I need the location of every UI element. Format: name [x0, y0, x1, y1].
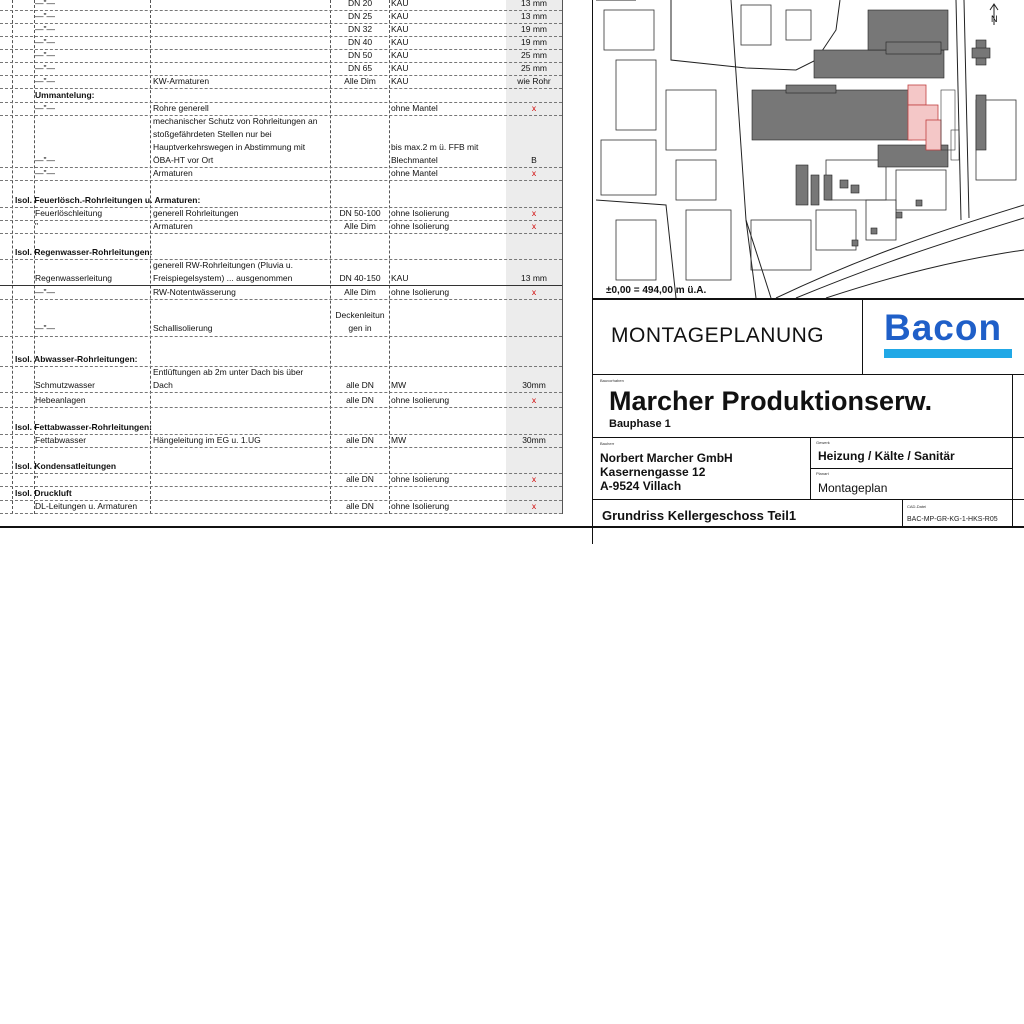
cell: alle DN	[346, 380, 374, 390]
cell: ohne Mantel	[391, 168, 438, 178]
title-block-divider	[810, 468, 1012, 469]
cell: —"—	[35, 0, 56, 8]
cell: RW-Notentwässerung	[153, 287, 236, 297]
cell: Schmutzwasser	[35, 380, 95, 390]
cell: KAU	[391, 11, 409, 21]
table-row	[0, 115, 562, 168]
cell: "	[35, 474, 39, 484]
table-row	[0, 89, 562, 103]
cell: —"—	[35, 63, 56, 73]
cell: DN 40-150	[339, 273, 381, 283]
section-heading: Isol. Kondensatleitungen	[15, 461, 117, 471]
cell: KAU	[391, 50, 409, 60]
table-row	[0, 102, 562, 116]
cell: alle DN	[346, 474, 374, 484]
cell: 30mm	[522, 380, 546, 390]
title-block-border	[592, 298, 1024, 300]
cell: KAU	[391, 63, 409, 73]
cell: "	[35, 221, 39, 231]
cell: alle DN	[346, 435, 374, 445]
cell: DN 50	[347, 50, 373, 60]
cell: ohne Isolierung	[391, 474, 450, 484]
cell: Feuerlöschleitung	[35, 208, 103, 218]
section-heading: Isol. Fettabwasser-Rohrleitungen:	[15, 422, 152, 432]
cell: gen in	[348, 323, 372, 333]
table-row	[0, 36, 562, 50]
drawing-title: Grundriss Kellergeschoss Teil1	[602, 508, 797, 523]
sheet-border	[0, 526, 1024, 528]
cell: x	[531, 168, 537, 178]
table-row	[0, 62, 562, 76]
cell: DN 20	[347, 0, 373, 8]
cell: KAU	[391, 273, 409, 283]
cell: Freispiegelsystem) ... ausgenommen	[153, 273, 293, 283]
cell: KAU	[391, 0, 409, 8]
field-label: Bauherr	[600, 441, 615, 446]
table-row	[0, 167, 562, 181]
cell: DN 40	[347, 37, 373, 47]
section-heading: Isol. Feuerlösch.-Rohrleitungen u. Armaturen:	[15, 195, 201, 205]
table-row	[0, 473, 562, 487]
table-row	[0, 246, 562, 260]
table-row	[0, 23, 562, 37]
cell: x	[531, 474, 537, 484]
cell: x	[531, 395, 537, 405]
table-row	[0, 10, 562, 24]
cell: —"—	[35, 76, 56, 86]
table-row	[0, 49, 562, 63]
cell: 13 mm	[521, 273, 547, 283]
cell: x	[531, 501, 537, 511]
cell: —"—	[35, 37, 56, 47]
title-block-divider	[592, 499, 1024, 500]
cell: Blechmantel	[391, 155, 438, 165]
cell: Rohre generell	[153, 103, 209, 113]
sheet-divider	[592, 0, 593, 544]
column-divider	[562, 0, 563, 514]
title-block-divider	[592, 374, 1024, 375]
table-row	[0, 434, 562, 448]
table-row	[0, 353, 562, 367]
plan-type-value: Montageplan	[818, 481, 888, 495]
logo-bar	[884, 349, 1012, 358]
table-row	[0, 207, 562, 221]
cell: ohne Mantel	[391, 103, 438, 113]
cell: 25 mm	[521, 63, 547, 73]
cell: x	[531, 287, 537, 297]
trade-value: Heizung / Kälte / Sanitär	[818, 449, 955, 463]
cell: —"—	[35, 24, 56, 34]
cell: —"—	[35, 287, 56, 297]
cell: stoßgefährdeten Stellen nur bei	[153, 129, 272, 139]
table-row	[0, 220, 562, 234]
cell: —"—	[35, 155, 56, 165]
cell: ohne Isolierung	[391, 501, 450, 511]
title-block-divider	[1012, 375, 1013, 526]
project-title: Marcher Produktionserw.	[609, 386, 933, 416]
cell: B	[531, 155, 537, 165]
cell: Hängeleitung im EG u. 1.UG	[153, 435, 261, 445]
cell: MW	[391, 435, 407, 445]
table-row	[0, 259, 562, 286]
document-heading: MONTAGEPLANUNG	[611, 324, 825, 347]
field-label: Planart	[816, 471, 829, 476]
cell: Regenwasserleitung	[35, 273, 113, 283]
cell: KW-Armaturen	[153, 76, 210, 86]
elevation-reference: ±0,00 = 494,00 m ü.A.	[606, 285, 707, 296]
cell: Hebeanlagen	[35, 395, 86, 405]
cell: —"—	[35, 323, 56, 333]
table-row	[0, 394, 562, 408]
table-row	[0, 421, 562, 435]
table-row	[0, 286, 562, 300]
cell: Schallisolierung	[153, 323, 213, 333]
cell: x	[531, 208, 537, 218]
cell: ohne Isolierung	[391, 221, 450, 231]
cell: ohne Isolierung	[391, 395, 450, 405]
cell: —"—	[35, 168, 56, 178]
company-logo: Bacon	[884, 307, 1003, 348]
section-heading: Isol. Regenwasser-Rohrleitungen:	[15, 247, 153, 257]
cell: 19 mm	[521, 37, 547, 47]
cell: —"—	[35, 103, 56, 113]
field-label: Gewerk	[816, 440, 830, 445]
section-heading: Isol. Druckluft	[15, 488, 72, 498]
cell: KAU	[391, 24, 409, 34]
section-heading: Ummantelung:	[35, 90, 95, 100]
table-row	[0, 487, 562, 501]
cell: x	[531, 221, 537, 231]
cell: KAU	[391, 37, 409, 47]
cell: x	[531, 103, 537, 113]
cell: alle DN	[346, 501, 374, 511]
project-phase: Bauphase 1	[609, 418, 671, 430]
cell: —"—	[35, 50, 56, 60]
cell: mechanischer Schutz von Rohrleitungen an	[153, 116, 318, 126]
cell: DN 65	[347, 63, 373, 73]
cell: —"—	[35, 11, 56, 21]
cell: Dach	[153, 380, 173, 390]
table-row	[0, 194, 562, 208]
cell: 13 mm	[521, 0, 547, 8]
north-label: N	[991, 14, 998, 24]
client-name: Norbert Marcher GmbH	[600, 451, 733, 465]
title-block-divider	[592, 437, 1024, 438]
cell: DN 32	[347, 24, 373, 34]
insulation-table	[0, 0, 592, 528]
cell: DN 25	[347, 11, 373, 21]
cell: ohne Isolierung	[391, 208, 450, 218]
cell: 30mm	[522, 435, 546, 445]
cell: DN 50-100	[339, 208, 381, 218]
cell: generell Rohrleitungen	[153, 208, 239, 218]
table-row	[0, 75, 562, 89]
cell: Hauptverkehrswegen in Abstimmung mit	[153, 142, 306, 152]
cell: ohne Isolierung	[391, 287, 450, 297]
table-row	[0, 366, 562, 393]
table-row	[0, 460, 562, 474]
cell: generell RW-Rohrleitungen (Pluvia u.	[153, 260, 294, 270]
cell: Armaturen	[153, 168, 193, 178]
cell: Alle Dim	[344, 76, 376, 86]
cell: Deckenleitun	[335, 310, 385, 320]
cell: ÖBA-HT vor Ort	[153, 155, 214, 165]
title-block-divider	[862, 300, 863, 374]
cell: 13 mm	[521, 11, 547, 21]
title-block-divider	[902, 500, 903, 526]
table-row	[0, 500, 562, 514]
cell: wie Rohr	[517, 76, 551, 86]
cell: 19 mm	[521, 24, 547, 34]
cell: KAU	[391, 76, 409, 86]
cell: DL-Leitungen u. Armaturen	[35, 501, 138, 511]
section-heading: Isol. Abwasser-Rohrleitungen:	[15, 354, 138, 364]
cell: bis max.2 m ü. FFB mit	[391, 142, 479, 152]
field-label: Bauvorhaben	[600, 378, 624, 383]
site-plan	[596, 0, 1024, 298]
field-label: CAD-Datei	[907, 504, 927, 509]
cell: Armaturen	[153, 221, 193, 231]
cad-number: BAC-MP-GR-KG-1-HKS-R05	[907, 516, 998, 523]
cell: 25 mm	[521, 50, 547, 60]
cell: Alle Dim	[344, 287, 376, 297]
cell: Fettabwasser	[35, 435, 87, 445]
cell: MW	[391, 380, 407, 390]
client-city: A-9524 Villach	[600, 479, 682, 493]
cell: alle DN	[346, 395, 374, 405]
cell: Entlüftungen ab 2m unter Dach bis über	[153, 367, 304, 377]
cell: Alle Dim	[344, 221, 376, 231]
table-row	[0, 299, 562, 337]
client-street: Kasernengasse 12	[600, 465, 706, 479]
